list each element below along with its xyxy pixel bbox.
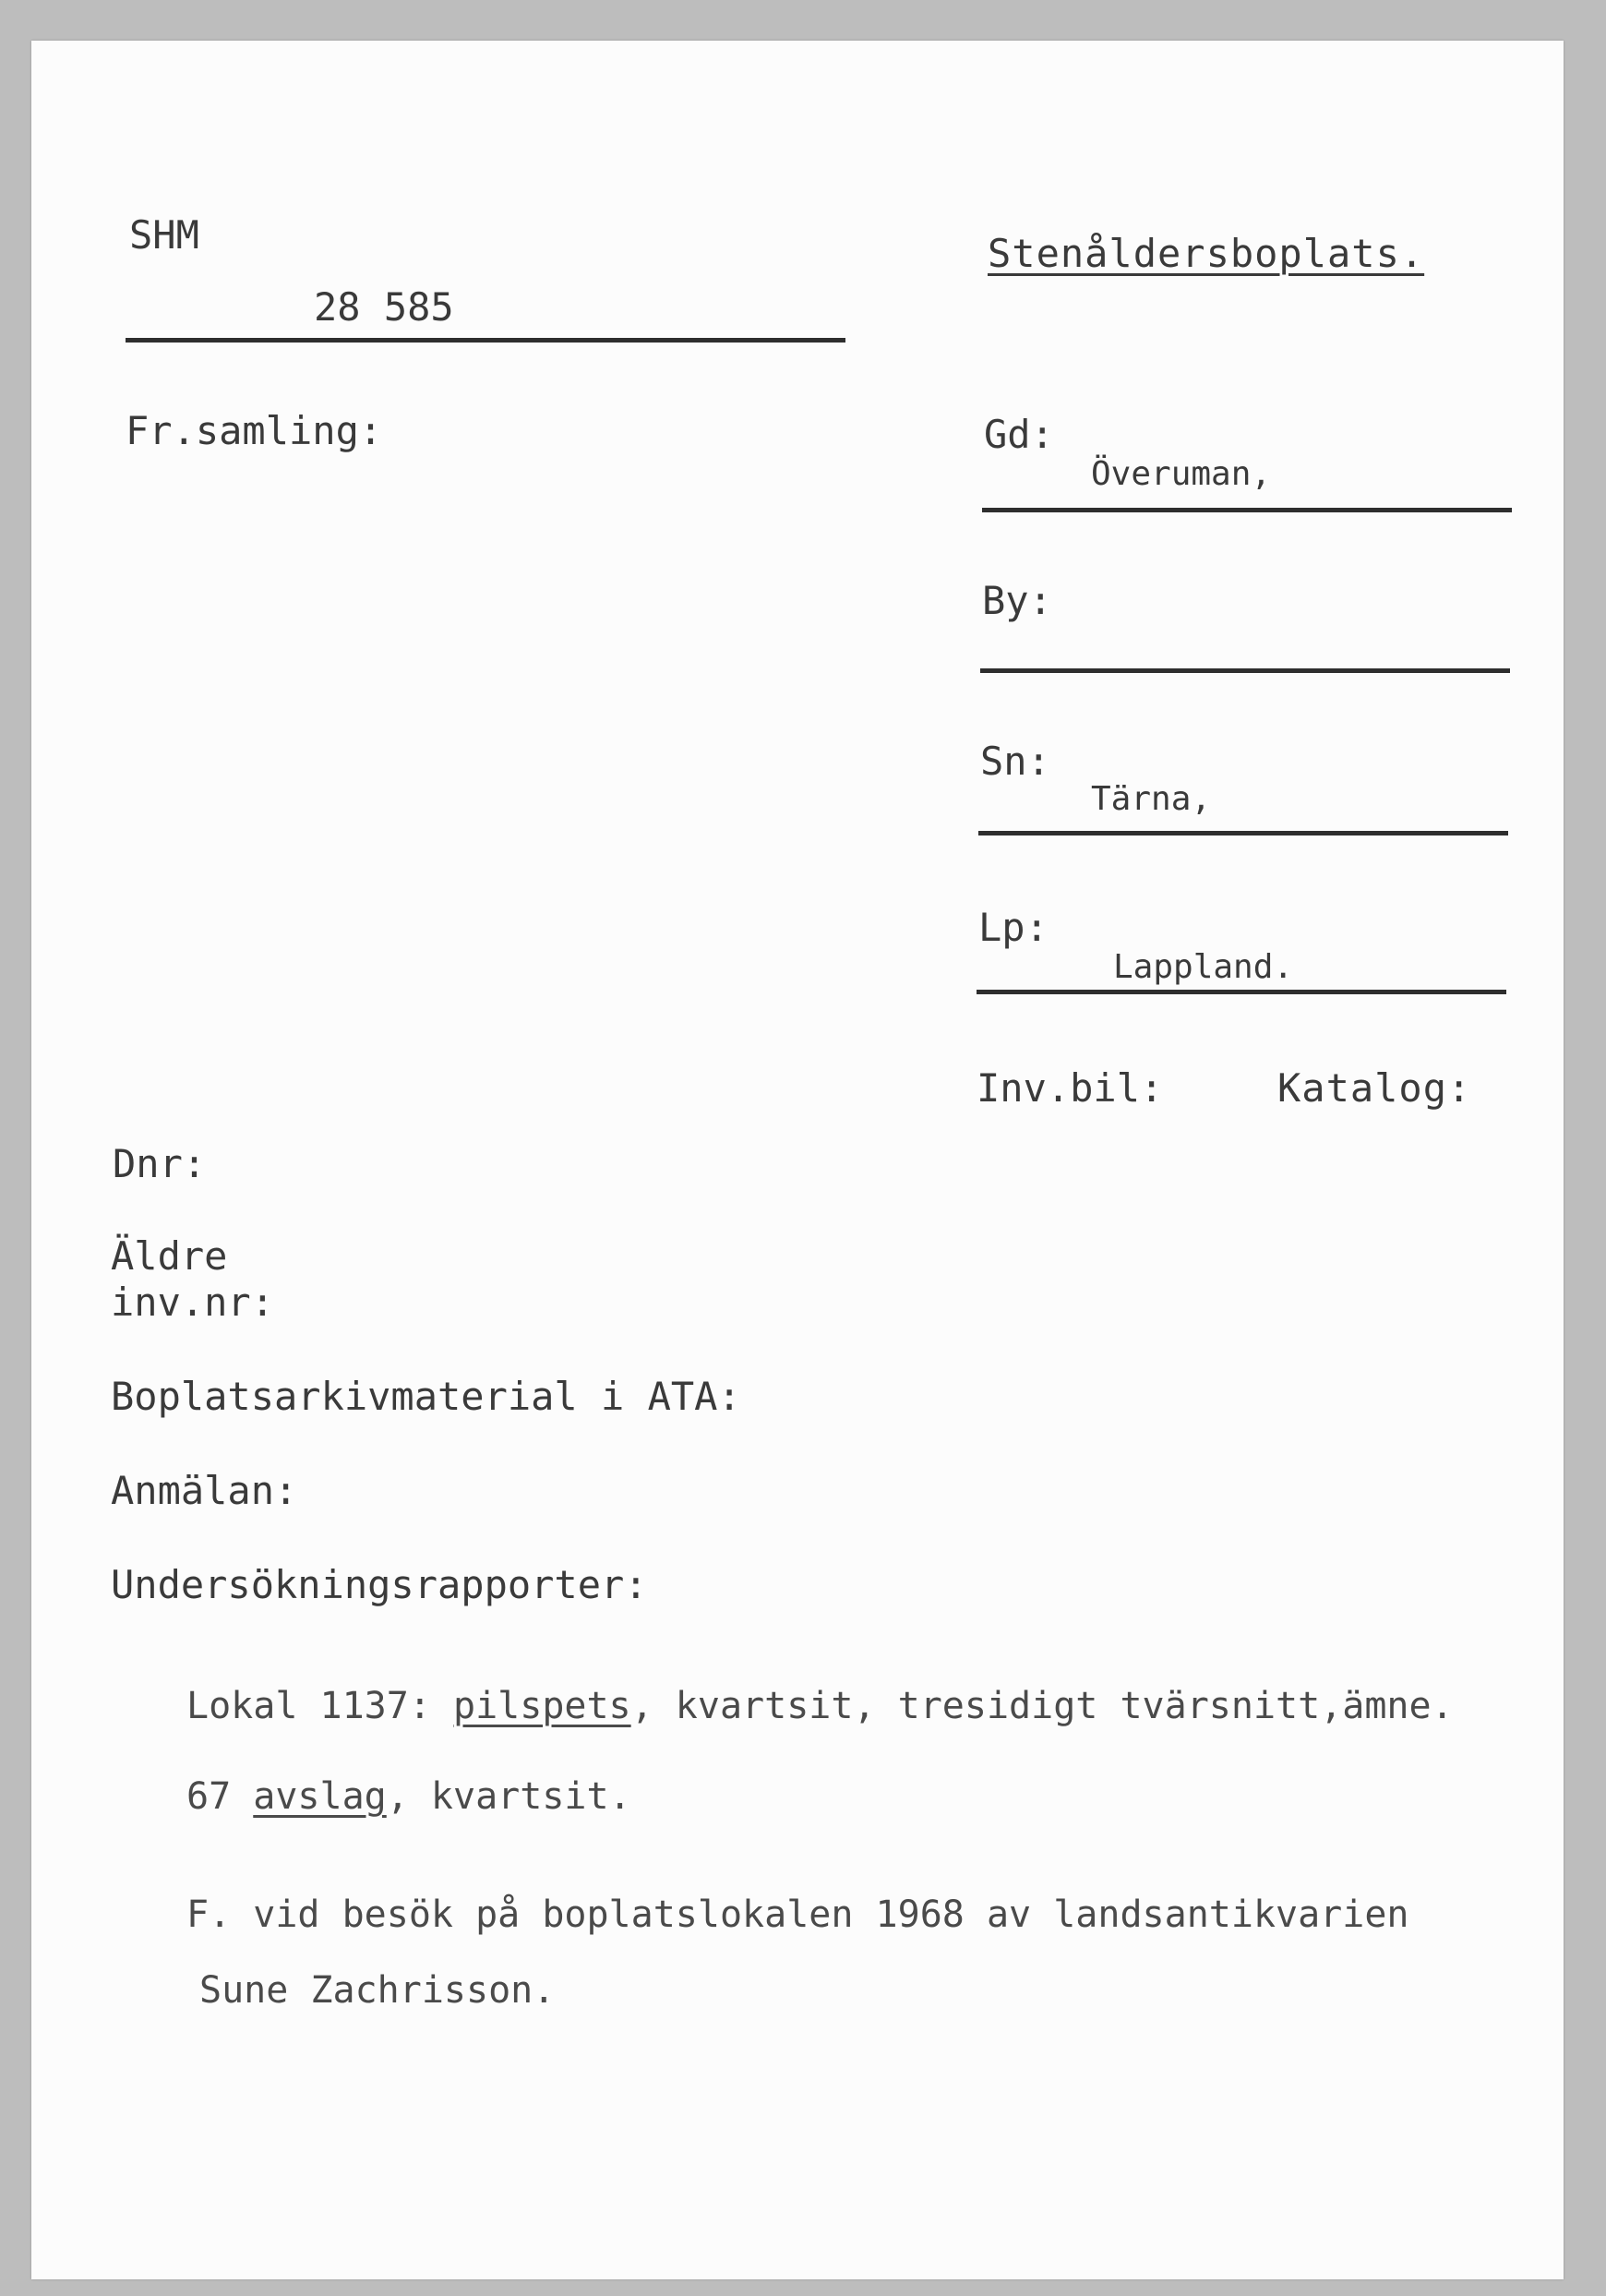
inventory-number: 28 585 xyxy=(314,284,454,330)
dnr-label: Dnr: xyxy=(113,1141,207,1186)
note-line-2-underlined: avslag xyxy=(253,1775,387,1818)
note-line-1-underlined: pilspets xyxy=(452,1685,631,1727)
note-line-3: F. vid besök på boplatslokalen 1968 av landsantikvarien xyxy=(186,1893,1409,1936)
note-line-4: Sune Zachrisson. xyxy=(199,1969,556,2012)
inv-bil-label: Inv.bil: xyxy=(977,1065,1164,1111)
note-line-2 xyxy=(186,1775,631,1818)
note-line-1 xyxy=(186,1685,1454,1727)
parish-rule xyxy=(978,831,1508,835)
older-inv-label-line2: inv.nr: xyxy=(111,1280,275,1325)
farm-value: Överuman, xyxy=(1091,455,1272,493)
collection-label: Fr.samling: xyxy=(126,408,383,453)
village-label: By: xyxy=(982,578,1052,623)
investigations-label: Undersökningsrapporter: xyxy=(111,1562,648,1607)
province-value: Lappland. xyxy=(1113,948,1294,986)
note-line-1-suffix: , kvartsit, tresidigt tvärsnitt,ämne. xyxy=(630,1685,1454,1727)
parish-value: Tärna, xyxy=(1091,780,1212,818)
catalog-card xyxy=(31,41,1564,2279)
farm-rule xyxy=(982,508,1512,512)
village-rule xyxy=(980,668,1510,673)
catalog-label: Katalog: xyxy=(1277,1065,1472,1111)
site-type-title: Stenåldersboplats. xyxy=(988,231,1425,276)
parish-label: Sn: xyxy=(980,739,1050,784)
note-line-2-suffix: , kvartsit. xyxy=(386,1775,631,1818)
archive-label: Boplatsarkivmaterial i ATA: xyxy=(111,1374,741,1419)
museum-code: SHM xyxy=(129,212,199,258)
province-label: Lp: xyxy=(978,905,1049,950)
note-line-1-prefix: Lokal 1137: xyxy=(186,1685,453,1727)
older-inv-label-line1: Äldre xyxy=(111,1233,228,1279)
header-divider-left xyxy=(126,338,845,343)
note-line-2-prefix: 67 xyxy=(186,1775,254,1818)
farm-label: Gd: xyxy=(984,412,1054,457)
report-label: Anmälan: xyxy=(111,1468,298,1513)
province-rule xyxy=(977,990,1506,994)
